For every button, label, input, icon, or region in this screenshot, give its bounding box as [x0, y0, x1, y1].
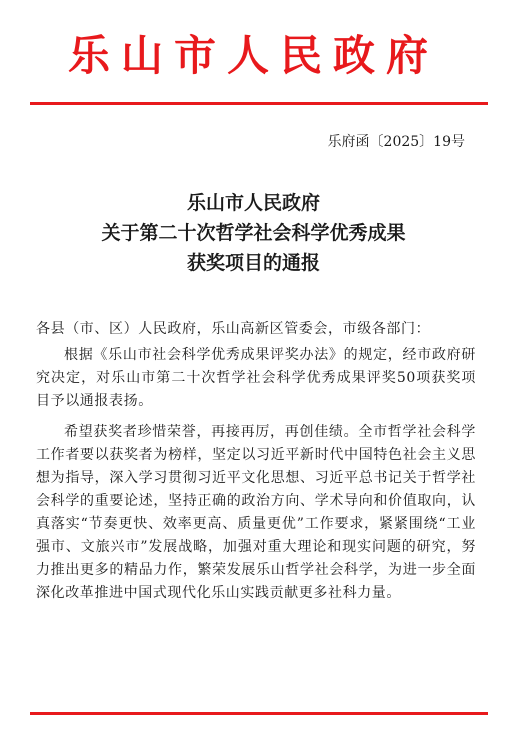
notice-title-line-1: 乐山市人民政府	[186, 192, 320, 214]
body-paragraph-1: 根据《乐山市社会科学优秀成果评奖办法》的规定，经市政府研究决定，对乐山市第二十次哲学社会科学优秀成果评奖50项获奖项目予以通报表扬。	[36, 347, 476, 409]
addressee-line: 各县（市、区）人民政府，乐山高新区管委会，市级各部门：	[36, 321, 431, 337]
issuing-authority-header: 乐山市人民政府	[67, 31, 439, 80]
notice-body	[36, 318, 476, 613]
notice-title	[0, 188, 507, 278]
red-footer-rule	[30, 712, 488, 715]
notice-title-line-3: 获奖项目的通报	[186, 252, 320, 274]
document-number: 乐府函〔2025〕19号	[327, 134, 465, 150]
red-header-rule	[30, 102, 488, 105]
notice-title-line-2: 关于第二十次哲学社会科学优秀成果	[101, 222, 406, 244]
body-paragraph-2: 希望获奖者珍惜荣誉，再接再厉，再创佳绩。全市哲学社会科学工作者要以获奖者为榜样，坚定以习近平新时代中国特色社会主义思想为指导，深入学习贯彻习近平文化思想、习近平总书记关于哲学社会科学的重要论述，坚持正确的政治方向、学术导向和价值取向，认真落实“节奏更快、效率更高、质量更优”工作要求，紧紧围绕“工业强市、文旅兴市”发展战略，加强对重大理论和现实问题的研究，努力推出更多的精品力作，繁荣发展乐山哲学社会科学，为进一步全面深化改革推进中国式现代化乐山实践贡献更多社科力量。	[36, 424, 476, 601]
